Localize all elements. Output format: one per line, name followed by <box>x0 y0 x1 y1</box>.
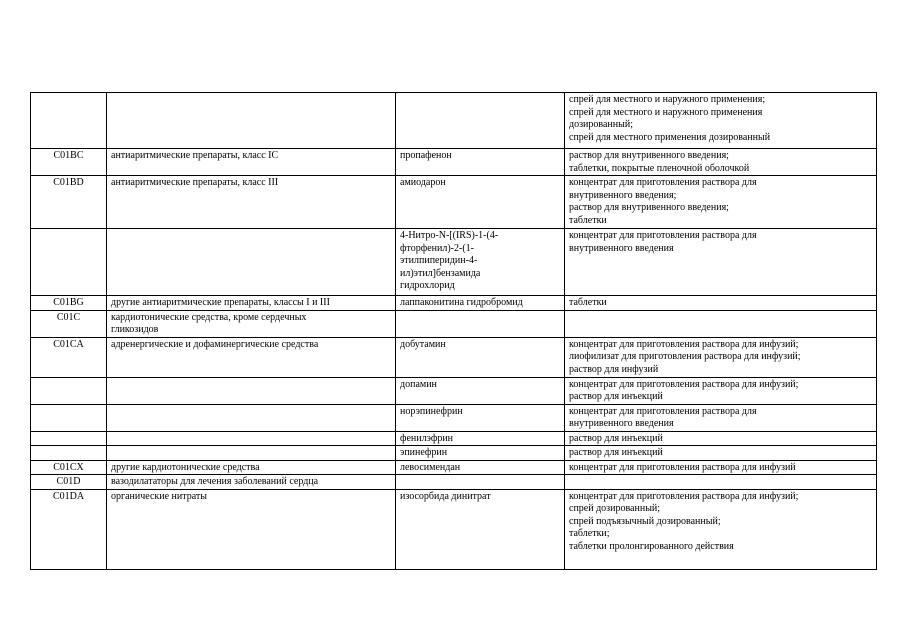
dosage-form-line: концентрат для приготовления раствора для инфузий; <box>569 338 799 350</box>
dosage-form-cell <box>565 475 877 490</box>
atc-code-cell <box>31 446 107 461</box>
pharm-group-cell <box>107 446 396 461</box>
dosage-form-line: раствор для инфузий <box>569 363 659 375</box>
dosage-form-line: раствор для инъекций <box>569 447 663 458</box>
dosage-form-line: таблетки, покрытые пленочной оболочкой <box>569 162 750 174</box>
dosage-form-line: таблетки <box>569 214 607 226</box>
dosage-form-cell <box>565 460 877 475</box>
drug-table <box>30 92 877 570</box>
atc-code-cell: C01CX <box>31 460 107 475</box>
table-row <box>31 475 877 490</box>
dosage-form-line: таблетки пролонгированного действия <box>569 540 734 552</box>
atc-code-cell <box>31 93 107 149</box>
dosage-form-line: внутривенного введения <box>569 242 674 254</box>
dosage-form-line: концентрат для приготовления раствора для <box>569 177 757 188</box>
drug-name-cell: фенилэфрин <box>396 431 565 446</box>
drug-name-cell <box>396 229 565 296</box>
pharm-group-line: кардиотонические средства, кроме сердечных <box>111 311 307 323</box>
drug-name-line: фторфенил)-2-(1- <box>400 242 474 254</box>
table-row <box>31 149 877 176</box>
table-row <box>31 337 877 377</box>
dosage-form-line: концентрат для приготовления раствора для <box>569 405 757 417</box>
table-row <box>31 460 877 475</box>
pharm-group-cell: другие кардиотонические средства <box>107 460 396 475</box>
atc-code-cell <box>31 377 107 404</box>
table-row <box>31 296 877 311</box>
dosage-form-line: таблетки <box>569 297 607 308</box>
dosage-form-line: спрей для местного и наружного применения <box>569 106 763 118</box>
table-row <box>31 310 877 337</box>
dosage-form-line: раствор для инъекций <box>569 432 663 444</box>
drug-name-cell: добутамин <box>396 337 565 377</box>
drug-name-cell: норэпинефрин <box>396 404 565 431</box>
dosage-form-cell <box>565 431 877 446</box>
pharm-group-cell: адренергические и дофаминергические средства <box>107 337 396 377</box>
dosage-form-cell <box>565 149 877 176</box>
table-row <box>31 176 877 229</box>
pharm-group-cell <box>107 310 396 337</box>
dosage-form-cell <box>565 229 877 296</box>
drug-name-cell: допамин <box>396 377 565 404</box>
pharm-group-cell: антиаритмические препараты, класс III <box>107 176 396 229</box>
atc-code-cell: C01D <box>31 475 107 490</box>
dosage-form-line: таблетки; <box>569 528 610 539</box>
dosage-form-cell <box>565 176 877 229</box>
pharm-group-cell <box>107 377 396 404</box>
dosage-form-cell <box>565 446 877 461</box>
dosage-form-line: раствор для внутривенного введения; <box>569 202 729 213</box>
pharm-group-cell: вазодилататоры для лечения заболеваний сердца <box>107 475 396 490</box>
dosage-form-line: спрей дозированный; <box>569 503 661 514</box>
dosage-form-cell <box>565 377 877 404</box>
drug-name-cell: лаппаконитина гидробромид <box>396 296 565 311</box>
drug-name-line: 4-Нитро-N-[(IRS)-1-(4- <box>400 230 499 241</box>
table-row <box>31 431 877 446</box>
table-row <box>31 446 877 461</box>
dosage-form-cell <box>565 310 877 337</box>
dosage-form-line: дозированный; <box>569 119 633 130</box>
pharm-group-cell <box>107 431 396 446</box>
dosage-form-cell <box>565 93 877 149</box>
drug-name-cell <box>396 475 565 490</box>
atc-code-cell: C01BC <box>31 149 107 176</box>
table-row <box>31 377 877 404</box>
dosage-form-cell <box>565 404 877 431</box>
dosage-form-line: концентрат для приготовления раствора для <box>569 230 757 241</box>
pharm-group-cell: другие антиаритмические препараты, классы I и III <box>107 296 396 311</box>
atc-code-cell <box>31 404 107 431</box>
pharm-group-cell: органические нитраты <box>107 489 396 569</box>
atc-code-cell: C01BG <box>31 296 107 311</box>
dosage-form-line: внутривенного введения <box>569 418 674 429</box>
drug-name-cell: изосорбида динитрат <box>396 489 565 569</box>
pharm-group-line: гликозидов <box>111 324 159 335</box>
dosage-form-line: спрей для местного и наружного применения; <box>569 94 766 105</box>
atc-code-cell: C01BD <box>31 176 107 229</box>
pharm-group-cell <box>107 93 396 149</box>
dosage-form-line: спрей подъязычный дозированный; <box>569 515 721 527</box>
table-row <box>31 93 877 149</box>
drug-name-cell <box>396 310 565 337</box>
dosage-form-line: внутривенного введения; <box>569 189 677 201</box>
drug-name-cell: амиодарон <box>396 176 565 229</box>
drug-name-line: ил)этил]бензамида <box>400 267 481 279</box>
dosage-form-line: лиофилизат для приготовления раствора для инфузий; <box>569 351 801 362</box>
dosage-form-cell <box>565 296 877 311</box>
dosage-form-line: спрей для местного применения дозированный <box>569 131 771 143</box>
table-row <box>31 404 877 431</box>
pharm-group-cell: антиаритмические препараты, класс IC <box>107 149 396 176</box>
atc-code-cell: C01CA <box>31 337 107 377</box>
atc-code-cell: C01C <box>31 310 107 337</box>
atc-code-cell: C01DA <box>31 489 107 569</box>
table-row <box>31 489 877 569</box>
pharm-group-cell <box>107 229 396 296</box>
table-row <box>31 229 877 296</box>
dosage-form-line: концентрат для приготовления раствора для инфузий <box>569 461 796 473</box>
drug-name-cell: пропафенон <box>396 149 565 176</box>
dosage-form-cell <box>565 489 877 569</box>
drug-name-line: этилпиперидин-4- <box>400 255 478 266</box>
dosage-form-line: концентрат для приготовления раствора для инфузий; <box>569 490 799 502</box>
drug-name-line: гидрохлорид <box>400 280 455 291</box>
atc-code-cell <box>31 431 107 446</box>
dosage-form-cell <box>565 337 877 377</box>
drug-name-cell: эпинефрин <box>396 446 565 461</box>
dosage-form-line: концентрат для приготовления раствора для инфузий; <box>569 378 799 390</box>
dosage-form-line: раствор для инъекций <box>569 391 663 402</box>
drug-name-cell <box>396 93 565 149</box>
dosage-form-line: раствор для внутривенного введения; <box>569 150 729 161</box>
pharm-group-cell <box>107 404 396 431</box>
drug-name-cell: левосимендан <box>396 460 565 475</box>
atc-code-cell <box>31 229 107 296</box>
